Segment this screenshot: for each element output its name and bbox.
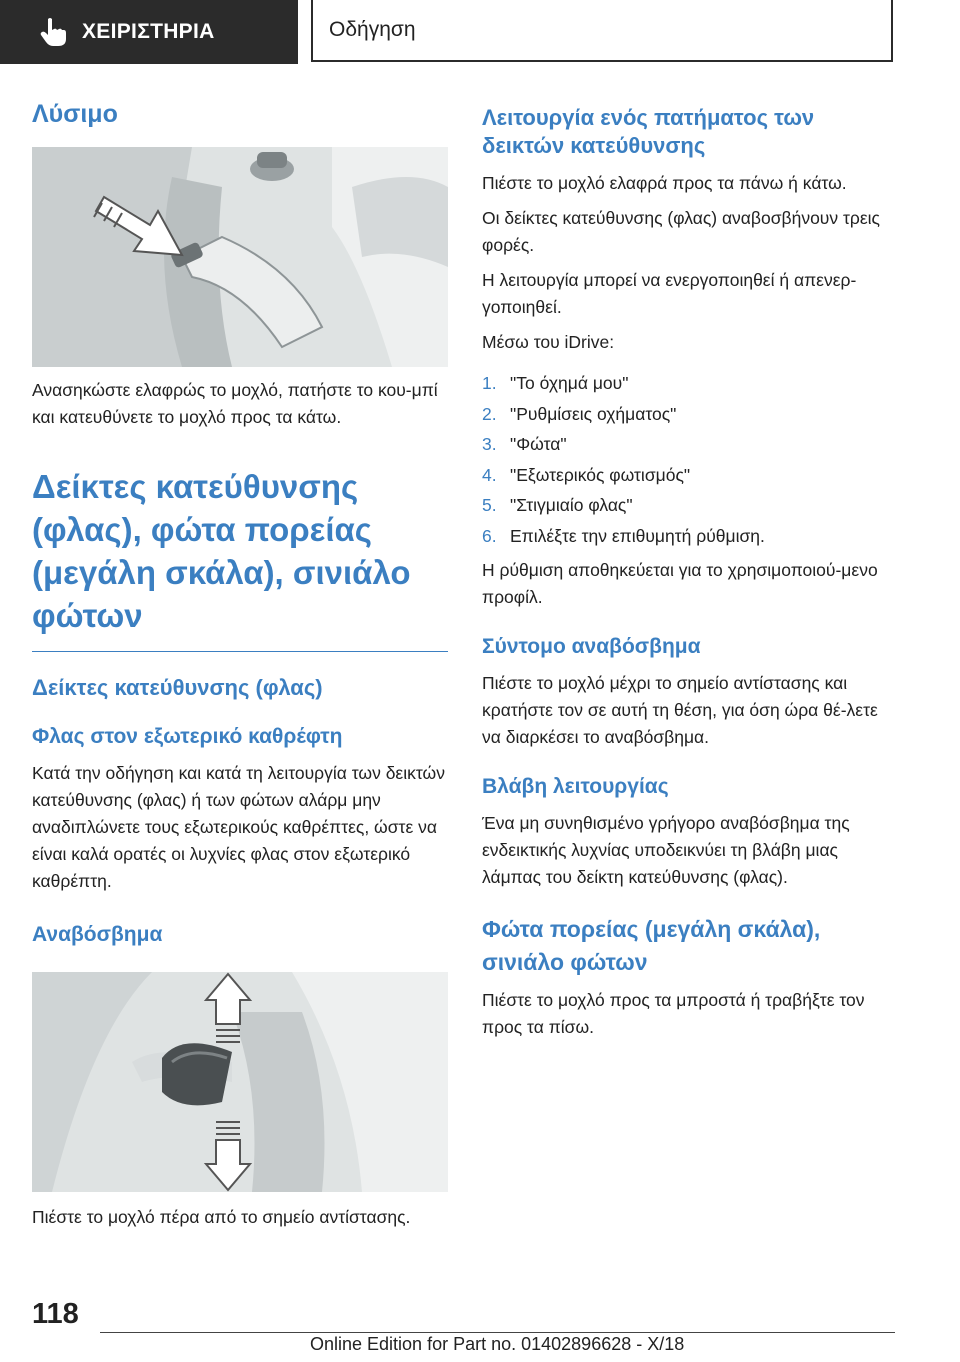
caption-flashing: Πιέστε το μοχλό πέρα από το σημείο αντίστασης. <box>32 1207 411 1227</box>
heading-one-touch: Λειτουργία ενός πατήματος των δεικτών κατεύθυνσης <box>482 105 815 158</box>
list-item: 1. "Το όχημά μου" <box>482 373 629 393</box>
chapter-label: Οδήγηση <box>329 18 416 41</box>
heading-short-flash: Σύντομο αναβόσβημα <box>482 635 701 658</box>
page-number: 118 <box>32 1298 79 1330</box>
list-item: 3. "Φώτα" <box>482 434 567 454</box>
figure-handbrake-release <box>32 147 448 367</box>
section-divider <box>32 651 448 652</box>
heading-malfunction: Βλάβη λειτουργίας <box>482 775 669 798</box>
right-column <box>482 100 892 1049</box>
section-label: ΧΕΙΡΙΣΤΗΡΙΑ <box>82 20 215 43</box>
heading-main: Δείκτες κατεύθυνσης (φλας), φώτα πορείας (μεγάλη σκάλα), σινιάλο φώτων <box>32 468 411 634</box>
figure-stalk-up-down <box>32 972 448 1192</box>
paragraph-one-touch-3: Η λειτουργία μπορεί να ενεργοποιηθεί ή απενερ‐γοποιηθεί. <box>482 270 857 317</box>
paragraph-one-touch-1: Πιέστε το μοχλό ελαφρά προς τα πάνω ή κάτω. <box>482 173 847 193</box>
footer-divider <box>100 1332 895 1333</box>
heading-mirror-signals: Φλας στον εξωτερικό καθρέφτη <box>32 725 343 748</box>
paragraph-profile: Η ρύθμιση αποθηκεύεται για το χρησιμοποιού‐μενο προφίλ. <box>482 560 878 607</box>
paragraph-malfunction: Ένα μη συνηθισμένο γρήγορο αναβόσβημα της ενδεικτικής λυχνίας υποδεικνύει τη βλάβη μιας λάμπας του δείκτη κατεύθυνσης (φλας). <box>482 813 850 887</box>
left-column <box>32 100 448 1239</box>
caption-release: Ανασηκώστε ελαφρώς το μοχλό, πατήστε το κου‐μπί και κατευθύνετε το μοχλό προς τα κάτω. <box>32 380 438 427</box>
heading-turn-signals: Δείκτες κατεύθυνσης (φλας) <box>32 675 323 700</box>
list-item: 6. Επιλέξτε την επιθυμητή ρύθμιση. <box>482 525 765 546</box>
list-item: 5. "Στιγμιαίο φλας" <box>482 495 633 515</box>
hand-pointer-icon <box>36 15 70 49</box>
idrive-steps <box>482 368 892 551</box>
paragraph-mirror: Κατά την οδήγηση και κατά τη λειτουργία των δεικτών κατεύθυνσης (φλας) ή των φώτων αλάρμ μην αναδιπλώνετε τους εξωτερικούς καθρέπτες, ώστε να είναι καλά ορατές οι λυχνίες φλας στον εξωτερικό καθρέπτη. <box>32 763 445 891</box>
section-tab <box>0 0 298 64</box>
heading-flashing: Αναβόσβημα <box>32 923 163 946</box>
list-item: 4. "Εξωτερικός φωτισμός" <box>482 464 691 485</box>
heading-high-beam: Φώτα πορείας (μεγάλη σκάλα), σινιάλο φώτων <box>482 916 821 975</box>
footer-edition: Online Edition for Part no. 01402896628 - X/18 <box>310 1334 685 1354</box>
paragraph-idrive: Μέσω του iDrive: <box>482 332 615 352</box>
paragraph-high-beam: Πιέστε το μοχλό προς τα μπροστά ή τραβήξτε τον προς τα πίσω. <box>482 990 865 1037</box>
paragraph-short-flash: Πιέστε το μοχλό μέχρι το σημείο αντίστασης και κρατήστε τον σε αυτή τη θέση, για όση ώρα θέ‐λετε να διαρκέσει το αναβόσβημα. <box>482 673 878 747</box>
chapter-tab <box>311 0 893 62</box>
paragraph-one-touch-2: Οι δείκτες κατεύθυνσης (φλας) αναβοσβήνουν τρεις φορές. <box>482 208 880 255</box>
heading-release: Λύσιμο <box>32 100 118 128</box>
list-item: 2. "Ρυθμίσεις οχήματος" <box>482 403 677 424</box>
